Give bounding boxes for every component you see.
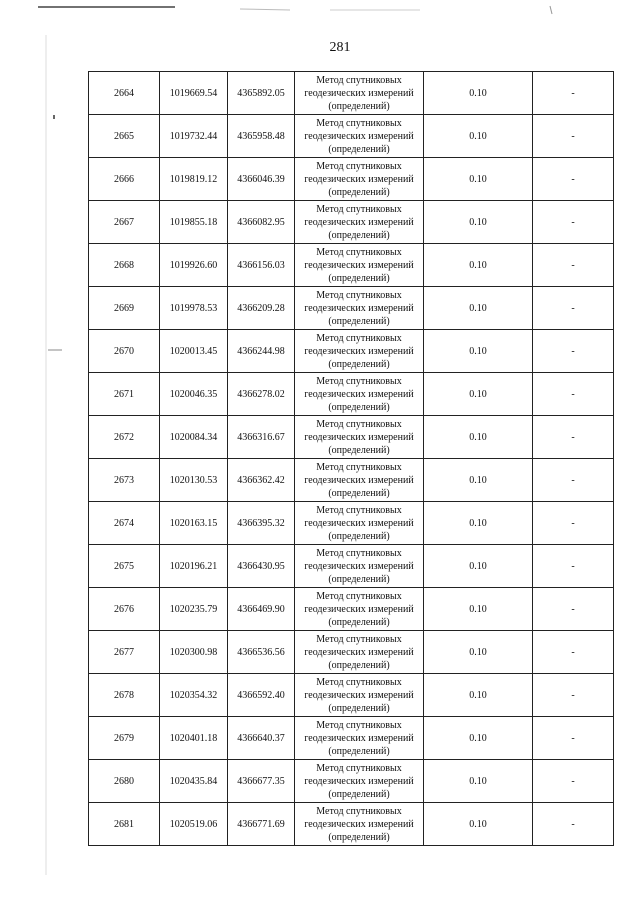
x-coordinate-cell: 1020435.84	[160, 760, 228, 803]
method-cell	[295, 631, 424, 674]
x-coordinate-cell: 1019926.60	[160, 244, 228, 287]
accuracy-cell: 0.10	[424, 502, 533, 545]
table-row	[89, 631, 614, 674]
note-cell: -	[533, 459, 614, 502]
y-coordinate-cell: 4366395.32	[228, 502, 295, 545]
x-coordinate-cell: 1020300.98	[160, 631, 228, 674]
y-coordinate-cell: 4366640.37	[228, 717, 295, 760]
method-line: Метод спутниковых	[316, 418, 402, 430]
method-line: Метод спутниковых	[316, 805, 402, 817]
point-number-cell: 2679	[89, 717, 160, 760]
method-line: (определений)	[328, 788, 390, 800]
method-cell	[295, 72, 424, 115]
point-number-cell: 2678	[89, 674, 160, 717]
table-row	[89, 803, 614, 846]
method-cell	[295, 244, 424, 287]
note-cell: -	[533, 72, 614, 115]
accuracy-cell: 0.10	[424, 158, 533, 201]
point-number-cell: 2669	[89, 287, 160, 330]
note-cell: -	[533, 158, 614, 201]
method-line: Метод спутниковых	[316, 590, 402, 602]
x-coordinate-cell: 1019669.54	[160, 72, 228, 115]
method-line: геодезических измерений	[304, 431, 414, 443]
x-coordinate-cell: 1020084.34	[160, 416, 228, 459]
method-cell	[295, 803, 424, 846]
method-line: геодезических измерений	[304, 388, 414, 400]
table-row	[89, 674, 614, 717]
method-line: (определений)	[328, 315, 390, 327]
method-cell	[295, 502, 424, 545]
method-line: Метод спутниковых	[316, 762, 402, 774]
method-cell	[295, 760, 424, 803]
method-line: геодезических измерений	[304, 689, 414, 701]
y-coordinate-cell: 4365892.05	[228, 72, 295, 115]
method-line: (определений)	[328, 229, 390, 241]
accuracy-cell: 0.10	[424, 631, 533, 674]
point-number-cell: 2664	[89, 72, 160, 115]
note-cell: -	[533, 373, 614, 416]
accuracy-cell: 0.10	[424, 717, 533, 760]
table-row	[89, 588, 614, 631]
method-cell	[295, 545, 424, 588]
table-row	[89, 244, 614, 287]
x-coordinate-cell: 1019819.12	[160, 158, 228, 201]
method-line: (определений)	[328, 444, 390, 456]
x-coordinate-cell: 1019732.44	[160, 115, 228, 158]
accuracy-cell: 0.10	[424, 373, 533, 416]
method-cell	[295, 459, 424, 502]
method-line: (определений)	[328, 659, 390, 671]
table-row	[89, 115, 614, 158]
method-line: геодезических измерений	[304, 603, 414, 615]
x-coordinate-cell: 1020130.53	[160, 459, 228, 502]
x-coordinate-cell: 1020046.35	[160, 373, 228, 416]
accuracy-cell: 0.10	[424, 201, 533, 244]
accuracy-cell: 0.10	[424, 588, 533, 631]
note-cell: -	[533, 287, 614, 330]
page-number: 281	[329, 40, 351, 55]
method-line: (определений)	[328, 487, 390, 499]
x-coordinate-cell: 1020401.18	[160, 717, 228, 760]
method-line: (определений)	[328, 573, 390, 585]
note-cell: -	[533, 803, 614, 846]
method-cell	[295, 416, 424, 459]
table-row	[89, 545, 614, 588]
accuracy-cell: 0.10	[424, 416, 533, 459]
y-coordinate-cell: 4366469.90	[228, 588, 295, 631]
table-row	[89, 158, 614, 201]
accuracy-cell: 0.10	[424, 803, 533, 846]
point-number-cell: 2681	[89, 803, 160, 846]
method-line: (определений)	[328, 358, 390, 370]
table-row	[89, 201, 614, 244]
method-line: (определений)	[328, 401, 390, 413]
method-cell	[295, 158, 424, 201]
accuracy-cell: 0.10	[424, 459, 533, 502]
y-coordinate-cell: 4366316.67	[228, 416, 295, 459]
point-number-cell: 2675	[89, 545, 160, 588]
method-line: Метод спутниковых	[316, 719, 402, 731]
x-coordinate-cell: 1019978.53	[160, 287, 228, 330]
method-line: геодезических измерений	[304, 517, 414, 529]
y-coordinate-cell: 4366046.39	[228, 158, 295, 201]
method-line: (определений)	[328, 702, 390, 714]
scan-artifact-top	[0, 4, 640, 16]
method-line: геодезических измерений	[304, 216, 414, 228]
method-line: Метод спутниковых	[316, 504, 402, 516]
table-row	[89, 717, 614, 760]
note-cell: -	[533, 502, 614, 545]
accuracy-cell: 0.10	[424, 330, 533, 373]
x-coordinate-cell: 1020235.79	[160, 588, 228, 631]
note-cell: -	[533, 416, 614, 459]
table-row	[89, 330, 614, 373]
method-line: геодезических измерений	[304, 130, 414, 142]
x-coordinate-cell: 1019855.18	[160, 201, 228, 244]
point-number-cell: 2676	[89, 588, 160, 631]
method-line: (определений)	[328, 831, 390, 843]
y-coordinate-cell: 4366592.40	[228, 674, 295, 717]
note-cell: -	[533, 201, 614, 244]
point-number-cell: 2672	[89, 416, 160, 459]
point-number-cell: 2671	[89, 373, 160, 416]
scan-artifact-left	[40, 15, 70, 895]
y-coordinate-cell: 4366278.02	[228, 373, 295, 416]
x-coordinate-cell: 1020013.45	[160, 330, 228, 373]
point-number-cell: 2674	[89, 502, 160, 545]
method-line: Метод спутниковых	[316, 633, 402, 645]
accuracy-cell: 0.10	[424, 72, 533, 115]
x-coordinate-cell: 1020196.21	[160, 545, 228, 588]
method-line: геодезических измерений	[304, 173, 414, 185]
method-cell	[295, 373, 424, 416]
x-coordinate-cell: 1020163.15	[160, 502, 228, 545]
method-cell	[295, 717, 424, 760]
method-line: (определений)	[328, 745, 390, 757]
method-line: (определений)	[328, 616, 390, 628]
method-line: Метод спутниковых	[316, 461, 402, 473]
method-cell	[295, 201, 424, 244]
x-coordinate-cell: 1020354.32	[160, 674, 228, 717]
y-coordinate-cell: 4366771.69	[228, 803, 295, 846]
table-row	[89, 72, 614, 115]
point-number-cell: 2667	[89, 201, 160, 244]
note-cell: -	[533, 115, 614, 158]
table-row	[89, 287, 614, 330]
accuracy-cell: 0.10	[424, 244, 533, 287]
table-row	[89, 373, 614, 416]
method-cell	[295, 115, 424, 158]
point-number-cell: 2668	[89, 244, 160, 287]
y-coordinate-cell: 4365958.48	[228, 115, 295, 158]
y-coordinate-cell: 4366244.98	[228, 330, 295, 373]
accuracy-cell: 0.10	[424, 674, 533, 717]
table-row	[89, 459, 614, 502]
method-line: (определений)	[328, 272, 390, 284]
method-line: Метод спутниковых	[316, 160, 402, 172]
method-line: геодезических измерений	[304, 474, 414, 486]
note-cell: -	[533, 674, 614, 717]
method-line: геодезических измерений	[304, 302, 414, 314]
method-line: геодезических измерений	[304, 560, 414, 572]
method-cell	[295, 674, 424, 717]
point-number-cell: 2677	[89, 631, 160, 674]
method-line: Метод спутниковых	[316, 676, 402, 688]
method-line: Метод спутниковых	[316, 289, 402, 301]
method-line: геодезических измерений	[304, 87, 414, 99]
method-line: Метод спутниковых	[316, 547, 402, 559]
method-cell	[295, 330, 424, 373]
method-line: Метод спутниковых	[316, 74, 402, 86]
method-cell	[295, 588, 424, 631]
accuracy-cell: 0.10	[424, 760, 533, 803]
y-coordinate-cell: 4366536.56	[228, 631, 295, 674]
point-number-cell: 2666	[89, 158, 160, 201]
method-line: (определений)	[328, 530, 390, 542]
note-cell: -	[533, 244, 614, 287]
coordinates-table	[88, 71, 614, 846]
y-coordinate-cell: 4366209.28	[228, 287, 295, 330]
note-cell: -	[533, 588, 614, 631]
point-number-cell: 2670	[89, 330, 160, 373]
method-cell	[295, 287, 424, 330]
method-line: Метод спутниковых	[316, 246, 402, 258]
point-number-cell: 2673	[89, 459, 160, 502]
method-line: Метод спутниковых	[316, 332, 402, 344]
table-row	[89, 416, 614, 459]
method-line: Метод спутниковых	[316, 117, 402, 129]
note-cell: -	[533, 545, 614, 588]
method-line: геодезических измерений	[304, 646, 414, 658]
method-line: геодезических измерений	[304, 259, 414, 271]
method-line: геодезических измерений	[304, 818, 414, 830]
y-coordinate-cell: 4366362.42	[228, 459, 295, 502]
note-cell: -	[533, 330, 614, 373]
accuracy-cell: 0.10	[424, 115, 533, 158]
y-coordinate-cell: 4366677.35	[228, 760, 295, 803]
method-line: (определений)	[328, 100, 390, 112]
table-row	[89, 502, 614, 545]
method-line: геодезических измерений	[304, 345, 414, 357]
method-line: геодезических измерений	[304, 732, 414, 744]
accuracy-cell: 0.10	[424, 545, 533, 588]
method-line: (определений)	[328, 186, 390, 198]
point-number-cell: 2680	[89, 760, 160, 803]
method-line: Метод спутниковых	[316, 203, 402, 215]
accuracy-cell: 0.10	[424, 287, 533, 330]
y-coordinate-cell: 4366430.95	[228, 545, 295, 588]
method-line: Метод спутниковых	[316, 375, 402, 387]
y-coordinate-cell: 4366156.03	[228, 244, 295, 287]
method-line: геодезических измерений	[304, 775, 414, 787]
x-coordinate-cell: 1020519.06	[160, 803, 228, 846]
y-coordinate-cell: 4366082.95	[228, 201, 295, 244]
point-number-cell: 2665	[89, 115, 160, 158]
method-line: (определений)	[328, 143, 390, 155]
table-row	[89, 760, 614, 803]
note-cell: -	[533, 631, 614, 674]
note-cell: -	[533, 717, 614, 760]
note-cell: -	[533, 760, 614, 803]
